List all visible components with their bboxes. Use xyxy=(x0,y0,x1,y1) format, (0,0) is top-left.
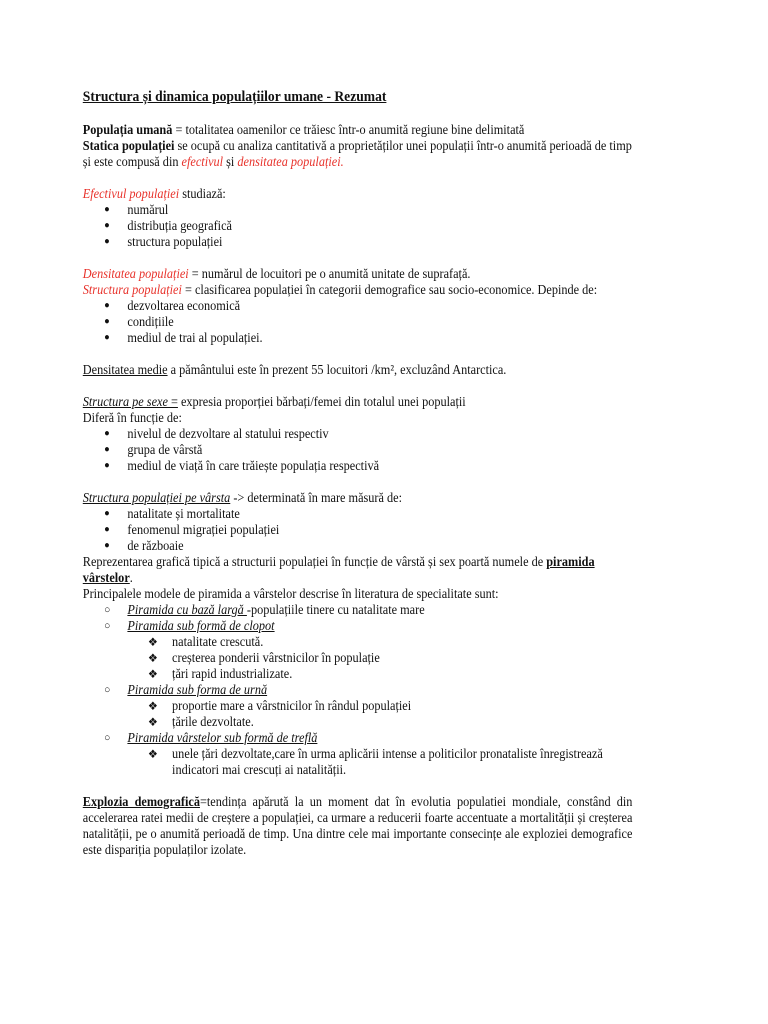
list-item: ❖ țările dezvoltate. xyxy=(83,714,633,730)
list-item: ❖ unele țări dezvoltate,care în urma aplicării intense a politicilor pronataliste înregistrează indicatori mai crescuți ai natalității. xyxy=(83,746,633,778)
paragraph-densitatea-medie: Densitatea medie a pământului este în prezent 55 locuitori /km², excluzând Antarctica. xyxy=(82,362,507,377)
list-pyramids xyxy=(83,602,633,634)
term-densitatea-medie: Densitatea medie xyxy=(82,362,168,377)
list-item: ● distribuția geografică xyxy=(83,218,633,234)
list-efectivul xyxy=(83,202,633,250)
term-efectivul: Efectivul populației xyxy=(82,186,180,201)
list-item: ● grupa de vârstă xyxy=(83,442,633,458)
term-statica-populatiei: Statica populației xyxy=(82,138,175,153)
list-item: ❖ natalitate crescută. xyxy=(83,634,633,650)
paragraph-difera: Diferă în funcție de: xyxy=(82,410,182,425)
paragraph-structura-varsta: Structura populației pe vârsta -> determinată în mare măsură de: xyxy=(82,490,403,505)
list-item: ● condițiile xyxy=(83,314,633,330)
paragraph-structura: Structura populației = clasificarea populației în categorii demografice sau socio-economice. Depinde de: xyxy=(82,282,598,297)
pyramid-name: Piramida sub forma de urnă xyxy=(127,682,268,697)
paragraph-densitatea: Densitatea populației = numărul de locuitori pe o anumită unitate de suprafață. xyxy=(82,266,471,281)
paragraph-explozia-demografica: Explozia demografică=tendința apărută la un moment dat în evolutia populatiei mondiale, constând din accelerarea ratei medii de creștere a populației, ca urmare a reducerii foarte accentuate a mortalității și creșterea natalității, pe o anumită perioadă de timp. Una dintre cele mai importante consecințe ale exploziei demografice este dispariția populaților izolate. xyxy=(82,794,633,857)
list-item: ❖ țări rapid industrializate. xyxy=(83,666,633,682)
ref-efectivul: efectivul xyxy=(181,154,224,169)
list-item: ❖ proportie mare a vârstnicilor în rândul populației xyxy=(83,698,633,714)
pyramid-item-trefla xyxy=(83,730,633,746)
paragraph-structura-sexe: Structura pe sexe = expresia proporției bărbați/femei din totalul unei populații xyxy=(82,394,466,409)
list-sexe xyxy=(83,426,633,474)
list-clopot-details xyxy=(83,634,633,682)
pyramid-item-baza-larga: ○ Piramida cu bază largă -populațiile tinere cu natalitate mare xyxy=(83,602,633,618)
list-item: ● dezvoltarea economică xyxy=(83,298,633,314)
paragraph-reprezentarea: Reprezentarea grafică tipică a structurii populației în funcție de vârstă și sex poartă numele de piramida vârstelor. xyxy=(82,554,595,585)
paragraph-statica-populatiei: Statica populației se ocupă cu analiza cantitativă a proprietăților unei populații într-o anumită perioadă de timp și este compusă din efectivul și densitatea populației. xyxy=(82,138,632,169)
term-piramida-varstelor: piramida vârstelor xyxy=(82,554,595,585)
list-item: ● de războaie xyxy=(83,538,633,554)
list-item: ● mediul de trai al populației. xyxy=(83,330,633,346)
list-item: ● mediul de viață în care trăiește populația respectivă xyxy=(83,458,633,474)
list-item: ❖ creșterea ponderii vârstnicilor în populație xyxy=(83,650,633,666)
list-trefla-details xyxy=(83,746,633,778)
pyramid-name: Piramida cu bază largă xyxy=(127,602,247,617)
term-densitatea: Densitatea populației xyxy=(82,266,189,281)
list-item: ● fenomenul migrației populației xyxy=(83,522,633,538)
page-title: Structura și dinamica populațiilor umane - Rezumat xyxy=(82,89,387,105)
pyramid-name: Piramida vârstelor sub formă de treflă xyxy=(127,730,318,745)
term-populatia-umana: Populația umană xyxy=(82,122,173,137)
paragraph-principalele-modele: Principalele modele de piramida a vârstelor descrise în literatura de specialitate sunt: xyxy=(82,586,499,601)
term-explozia-demografica: Explozia demografică xyxy=(82,794,200,809)
term-structura-varsta: Structura populației pe vârsta xyxy=(82,490,231,505)
pyramid-item-urna xyxy=(83,682,633,698)
term-structura-sexe: Structura pe sexe xyxy=(82,394,171,409)
pyramid-item-clopot xyxy=(83,618,633,634)
paragraph-efectivul: Efectivul populației studiază: xyxy=(82,186,226,201)
list-item: ● nivelul de dezvoltare al statului respectiv xyxy=(83,426,633,442)
list-urna-details xyxy=(83,698,633,730)
list-structura xyxy=(83,298,633,346)
paragraph-populatia-umana: Populația umană = totalitatea oamenilor ce trăiesc într-o anumită regiune bine delimitată xyxy=(82,122,525,137)
ref-densitatea: densitatea populației. xyxy=(237,154,344,169)
list-item: ● numărul xyxy=(83,202,633,218)
list-item: ● structura populației xyxy=(83,234,633,250)
pyramid-name: Piramida sub formă de clopot xyxy=(127,618,275,633)
list-varsta xyxy=(83,506,633,554)
list-item: ● natalitate și mortalitate xyxy=(83,506,633,522)
term-structura: Structura populației xyxy=(82,282,182,297)
